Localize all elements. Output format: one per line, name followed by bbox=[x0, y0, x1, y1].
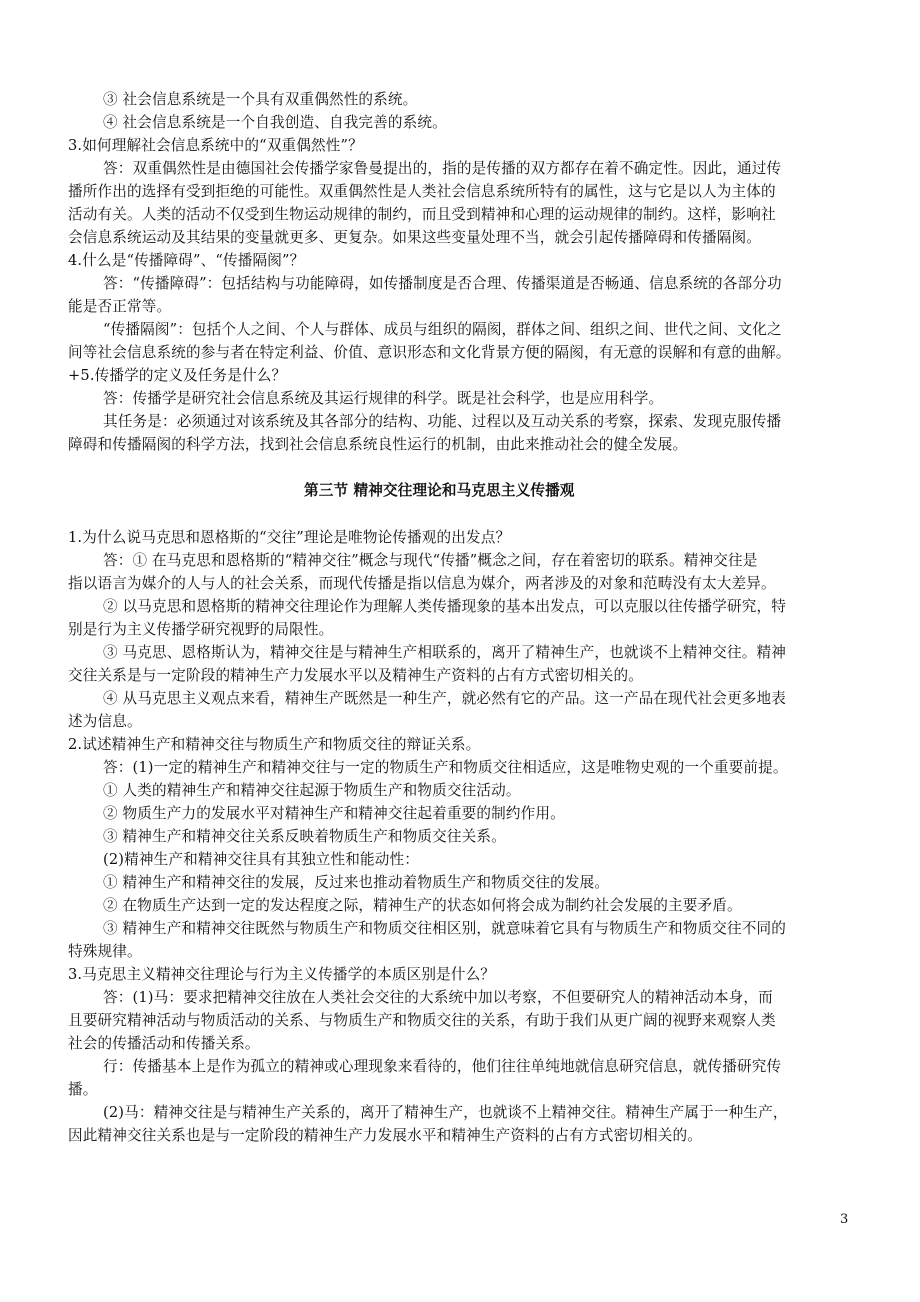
text-line: 答：“传播障碍”：包括结构与功能障碍，如传播制度是否合理、传播渠道是否畅通、信息系统的各部分功 bbox=[103, 275, 782, 292]
question-heading: 1.为什么说马克思和恩格斯的“交往”理论是唯物论传播观的出发点？ bbox=[68, 529, 511, 546]
text-line: ② 以马克思和恩格斯的精神交往理论作为理解人类传播现象的基本出发点，可以克服以往传播学研究，特 bbox=[103, 598, 787, 615]
text-line: ③ 马克思、恩格斯认为，精神交往是与精神生产相联系的，离开了精神生产，也就谈不上精神交往。精神 bbox=[103, 644, 787, 661]
text-line: 社会的传播活动和传播关系。 bbox=[68, 1035, 260, 1052]
text-line: 行：传播基本上是作为孤立的精神或心理现象来看待的，他们往往单纯地就信息研究信息，就传播研究传 bbox=[103, 1058, 782, 1075]
question-heading: 3.如何理解社会信息系统中的“双重偶然性”？ bbox=[68, 137, 363, 154]
text-line: ③ 社会信息系统是一个具有双重偶然性的系统。 bbox=[103, 91, 418, 108]
text-line: 述为信息。 bbox=[68, 713, 142, 730]
text-line: 障碍和传播隔阂的科学方法，找到社会信息系统良性运行的机制，由此来推动社会的健全发展。 bbox=[68, 436, 688, 453]
text-line: 因此精神交往关系也是与一定阶段的精神生产力发展水平和精神生产资料的占有方式密切相关的。 bbox=[68, 1127, 702, 1144]
question-heading: +5.传播学的定义及任务是什么？ bbox=[68, 367, 287, 384]
text-line: ④ 社会信息系统是一个自我创造、自我完善的系统。 bbox=[103, 114, 447, 131]
text-line: 答：(1)马：要求把精神交往放在人类社会交往的大系统中加以考察，不但要研究人的精神活动本身，而 bbox=[103, 989, 773, 1006]
question-heading: 4.什么是“传播障碍”、“传播隔阂”？ bbox=[68, 252, 305, 269]
text-line: ③ 精神生产和精神交往既然与物质生产和物质交往相区别，就意味着它具有与物质生产和物质交往不同的 bbox=[103, 920, 787, 937]
question-heading: 3.马克思主义精神交往理论与行为主义传播学的本质区别是什么？ bbox=[68, 966, 496, 983]
text-line: 答：传播学是研究社会信息系统及其运行规律的科学。既是社会科学，也是应用科学。 bbox=[103, 390, 664, 407]
text-line: (2)精神生产和精神交往具有其独立性和能动性： bbox=[103, 851, 419, 868]
page-number: 3 bbox=[840, 1212, 849, 1227]
text-line: 其任务是：必须通过对该系统及其各部分的结构、功能、过程以及互动关系的考察，探索、发现克服传播 bbox=[103, 413, 782, 430]
text-line: 间等社会信息系统的参与者在特定利益、价值、意识形态和文化背景方便的隔阂，有无意的误解和有意的曲解。 bbox=[68, 344, 791, 361]
text-line: ① 人类的精神生产和精神交往起源于物质生产和物质交往活动。 bbox=[103, 782, 521, 799]
section-title: 第三节 精神交往理论和马克思主义传播观 bbox=[304, 482, 575, 499]
text-line: 特殊规律。 bbox=[68, 943, 142, 960]
text-line: 活动有关。人类的活动不仅受到生物运动规律的制约，而且受到精神和心理的运动规律的制约。这样，影响社 bbox=[68, 206, 776, 223]
text-line: ① 精神生产和精神交往的发展，反过来也推动着物质生产和物质交往的发展。 bbox=[103, 874, 610, 891]
text-line: 答：(1)一定的精神生产和精神交往与一定的物质生产和物质交往相适应，这是唯物史观的一个重要前提。 bbox=[103, 759, 788, 776]
text-line: 能是否正常等。 bbox=[68, 298, 172, 315]
text-line: 播。 bbox=[68, 1081, 98, 1098]
text-line: “传播隔阂”：包括个人之间、个人与群体、成员与组织的隔阂，群体之间、组织之间、世代之间、文化之 bbox=[103, 321, 782, 338]
text-line: 交往关系是与一定阶段的精神生产力发展水平以及精神生产资料的占有方式密切相关的。 bbox=[68, 667, 644, 684]
text-line: ④ 从马克思主义观点来看，精神生产既然是一种生产，就必然有它的产品。这一产品在现代社会更多地表 bbox=[103, 690, 787, 707]
text-line: 会信息系统运动及其结果的变量就更多、更复杂。如果这些变量处理不当，就会引起传播障碍和传播隔阂。 bbox=[68, 229, 761, 246]
text-line: (2)马：精神交往是与精神生产关系的，离开了精神生产，也就谈不上精神交往。精神生产属于一种生产， bbox=[103, 1104, 788, 1121]
text-line: ③ 精神生产和精神交往关系反映着物质生产和物质交往关系。 bbox=[103, 828, 506, 845]
text-line: ② 物质生产力的发展水平对精神生产和精神交往起着重要的制约作用。 bbox=[103, 805, 565, 822]
text-line: 且要研究精神活动与物质活动的关系、与物质生产和物质交往的关系，有助于我们从更广阔的视野来观察人类 bbox=[68, 1012, 776, 1029]
question-heading: 2.试述精神生产和精神交往与物质生产和物质交往的辩证关系。 bbox=[68, 736, 481, 753]
text-line: 答：① 在马克思和恩格斯的“精神交往”概念与现代“传播”概念之间，存在着密切的联系。精神交往是 bbox=[103, 552, 758, 569]
text-line: 答：双重偶然性是由德国社会传播学家鲁曼提出的，指的是传播的双方都存在着不确定性。因此，通过传 bbox=[103, 160, 782, 177]
text-line: 别是行为主义传播学研究视野的局限性。 bbox=[68, 621, 334, 638]
text-line: ② 在物质生产达到一定的发达程度之际，精神生产的状态如何将会成为制约社会发展的主要矛盾。 bbox=[103, 897, 742, 914]
text-line: 指以语言为媒介的人与人的社会关系，而现代传播是指以信息为媒介，两者涉及的对象和范畴没有太大差异。 bbox=[68, 575, 776, 592]
text-line: 播所作出的选择有受到拒绝的可能性。双重偶然性是人类社会信息系统所特有的属性，这与它是以人为主体的 bbox=[68, 183, 776, 200]
